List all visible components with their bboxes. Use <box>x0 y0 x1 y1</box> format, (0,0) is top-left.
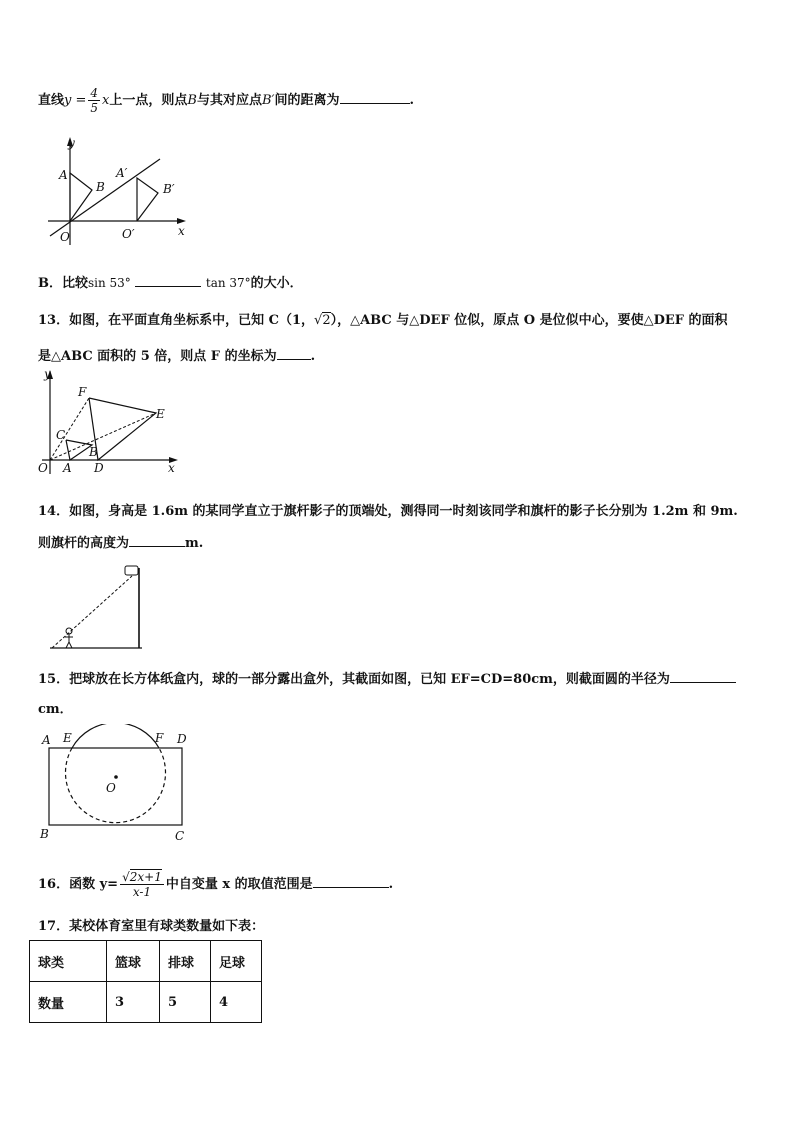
q12-text-b: 上一点，则点 <box>109 93 188 108</box>
q12-y-eq: y = <box>64 93 87 108</box>
q13-label-b: B <box>89 445 98 459</box>
q14-line2-end: m. <box>185 536 204 551</box>
q13-line2-a: 是△ABC 面积的 5 倍，则点 F 的坐标为 <box>38 349 277 364</box>
q12-label-y: y <box>68 136 75 150</box>
qb-label: B．比较 <box>38 276 88 291</box>
q12-label-b-prime: B′ <box>163 182 175 196</box>
q15-line1-text: 15．把球放在长方体纸盒内，球的一部分露出盒外，其截面如图，已知 EF=CD=80cm，则截面圆的半径为 <box>38 672 670 687</box>
table-cell: 数量 <box>30 982 107 1023</box>
q13-line1 <box>38 309 728 328</box>
q14-line2 <box>38 532 203 551</box>
table-header-cell: 球类 <box>30 941 107 982</box>
table-cell: 4 <box>211 982 262 1023</box>
q17-table <box>29 940 262 1023</box>
q15-label-c: C <box>175 829 185 843</box>
q12-figure <box>40 133 200 248</box>
q12-triangle-image <box>137 178 158 221</box>
q13-dashed-oe <box>50 413 156 460</box>
q15-label-b: B <box>40 827 49 841</box>
q16-end: . <box>388 877 394 892</box>
q12-label-a: A <box>59 168 68 182</box>
q12-label-b: B <box>96 180 105 194</box>
q17-text: 17．某校体育室里有球类数量如下表： <box>38 919 265 934</box>
q16-label: 16．函数 y= <box>38 877 119 892</box>
q13-label-e: E <box>156 407 165 421</box>
q12-text-d: 间的距离为 <box>274 93 340 108</box>
q16-frac-den: x-1 <box>132 885 152 899</box>
q13-sqrt <box>314 312 331 328</box>
q13-label-x: x <box>168 461 175 475</box>
q15-answer-blank[interactable] <box>670 670 736 683</box>
q15-label-a: A <box>42 733 51 747</box>
table-cell: 5 <box>160 982 211 1023</box>
q15-label-d: D <box>177 732 187 746</box>
qb-expr-sin: sin 53° <box>88 276 131 290</box>
q13-triangle-def <box>89 398 156 460</box>
q14-person-leg-left <box>66 642 69 648</box>
q16-sqrt-icon: √ <box>122 870 130 884</box>
q12-line <box>38 86 414 115</box>
q12-x-var: x <box>102 93 110 108</box>
q12-label-x: x <box>178 224 185 238</box>
q15-label-e: E <box>63 731 72 745</box>
q14-line1: 14．如图，身高是 1.6m 的某同学直立于旗杆影子的顶端处，测得同一时刻该同学和旗杆的影子长分别为 1.2m 和 9m. <box>38 504 738 519</box>
q12-frac-num: 4 <box>90 86 99 100</box>
q13-answer-blank[interactable] <box>277 347 311 360</box>
q15-center-dot <box>114 775 118 779</box>
q15-figure <box>34 724 196 844</box>
table-header-cell: 足球 <box>211 941 262 982</box>
q13-line2-end: . <box>310 349 316 364</box>
q12-frac-den: 5 <box>90 101 99 115</box>
q16-answer-blank[interactable] <box>313 875 389 888</box>
q12-label-o: O <box>60 230 70 244</box>
q12-point-b-prime: B′ <box>261 93 275 108</box>
q14-person-leg-right <box>69 642 72 648</box>
q13-sqrt-value: 2 <box>322 313 331 328</box>
table-cell: 3 <box>107 982 160 1023</box>
q13-label-f: F <box>78 385 87 399</box>
table-row <box>30 982 262 1023</box>
q16-frac-num <box>120 870 164 885</box>
q15-label-o: O <box>106 781 116 795</box>
q12-end: . <box>409 93 415 108</box>
q14-shadow-ray <box>52 576 132 648</box>
q13-figure <box>34 366 184 478</box>
q13-line2 <box>38 345 315 364</box>
q16-text: 中自变量 x 的取值范围是 <box>165 877 313 892</box>
q14-line2-a: 则旗杆的高度为 <box>38 536 130 551</box>
q14-answer-blank[interactable] <box>129 534 185 547</box>
q13-label-o: O <box>38 461 48 475</box>
q12-label-a-prime: A′ <box>116 166 128 180</box>
q13-line1-a: 13．如图，在平面直角坐标系中，已知 C（1， <box>38 313 315 328</box>
q12-fraction <box>88 86 100 115</box>
q15-line2: cm． <box>38 702 73 717</box>
q12-text-a: 直线 <box>38 93 65 108</box>
q15-circle-exposed <box>72 724 159 748</box>
q14-figure <box>46 560 150 652</box>
q13-label-y: y <box>44 367 51 381</box>
table-header-cell: 篮球 <box>107 941 160 982</box>
q13-label-c: C <box>56 428 66 442</box>
q15-label-f: F <box>155 731 164 745</box>
q12-text-c: 与其对应点 <box>196 93 262 108</box>
q13-label-d: D <box>94 461 104 475</box>
q12-point-b: B <box>187 93 197 108</box>
qb-line <box>38 272 303 291</box>
q13-line1-b: ），△ABC 与△DEF 位似，原点 O 是位似中心，要使△DEF 的面积 <box>330 313 728 328</box>
table-row <box>30 941 262 982</box>
q13-label-a: A <box>63 461 72 475</box>
q15-line1 <box>38 668 736 687</box>
q16-num-value: 2x+1 <box>129 870 162 884</box>
q14-flag-icon <box>125 566 138 575</box>
qb-answer-blank[interactable] <box>135 274 201 287</box>
table-header-cell: 排球 <box>160 941 211 982</box>
qb-text: 的大小． <box>250 276 303 291</box>
q12-label-o-prime: O′ <box>122 227 135 241</box>
q12-answer-blank[interactable] <box>340 91 410 104</box>
q16-fraction <box>120 870 164 899</box>
qb-expr-tan: tan 37° <box>205 276 251 290</box>
q13-sqrt-icon: √ <box>314 313 323 328</box>
q16-line <box>38 870 393 899</box>
